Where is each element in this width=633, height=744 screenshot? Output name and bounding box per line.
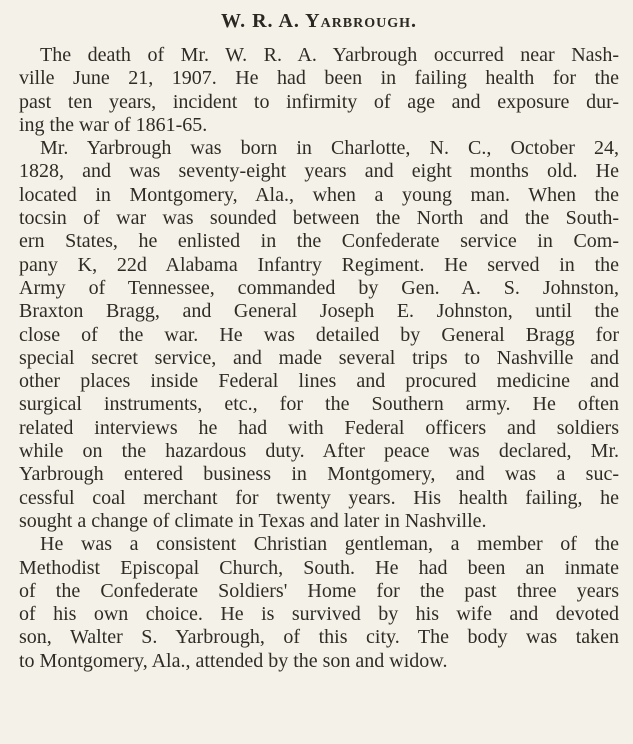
text-line: cessful coal merchant for twenty years. His health failing, he [19, 486, 619, 509]
text-line: ing the war of 1861-65. [19, 113, 208, 136]
text-line: located in Montgomery, Ala., when a young man. When the [19, 183, 619, 206]
text-line: while on the hazardous duty. After peace was declared, Mr. [19, 440, 619, 463]
text-line: The death of Mr. W. R. A. Yarbrough occurred near Nash- [40, 44, 619, 66]
article-title: W. R. A. Yarbrough. [220, 10, 418, 32]
text-line: past ten years, incident to infirmity of age and exposure dur- [19, 90, 619, 113]
text-line: special secret service, and made several trips to Nashville and [19, 346, 619, 369]
text-line: to Montgomery, Ala., attended by the son and widow. [19, 649, 448, 672]
text-line: Mr. Yarbrough was born in Charlotte, N. C., October 24, [40, 137, 619, 160]
paragraph-2 [19, 137, 619, 533]
text-line: Army of Tennessee, commanded by Gen. A. S. Johnston, [19, 276, 619, 299]
text-line: pany K, 22d Alabama Infantry Regiment. He served in the [19, 253, 619, 276]
paragraph-3 [19, 533, 619, 673]
paragraph-1 [19, 44, 619, 137]
text-line: surgical instruments, etc., for the Southern army. He often [19, 393, 619, 416]
text-line: ville June 21, 1907. He had been in failing health for the [19, 67, 619, 90]
article-body [19, 44, 619, 673]
text-line: of his own choice. He is survived by his wife and devoted [19, 603, 619, 626]
text-line: related interviews he had with Federal officers and soldiers [19, 416, 619, 439]
text-line: 1828, and was seventy-eight years and eight months old. He [19, 160, 619, 183]
text-line: He was a consistent Christian gentleman, a member of the [40, 533, 619, 556]
text-line: Braxton Bragg, and General Joseph E. Johnston, until the [19, 300, 619, 323]
text-line: ern States, he enlisted in the Confederate service in Com- [19, 230, 619, 253]
text-line: sought a change of climate in Texas and later in Nashville. [19, 509, 487, 532]
text-line: other places inside Federal lines and procured medicine and [19, 370, 619, 393]
text-line: son, Walter S. Yarbrough, of this city. The body was taken [19, 626, 619, 649]
text-line: close of the war. He was detailed by General Bragg for [19, 323, 619, 346]
text-line: Yarbrough entered business in Montgomery, and was a suc- [19, 463, 619, 486]
text-line: tocsin of war was sounded between the North and the South- [19, 207, 619, 230]
text-line: Methodist Episcopal Church, South. He had been an inmate [19, 556, 619, 579]
text-line: of the Confederate Soldiers' Home for the past three years [19, 579, 619, 602]
